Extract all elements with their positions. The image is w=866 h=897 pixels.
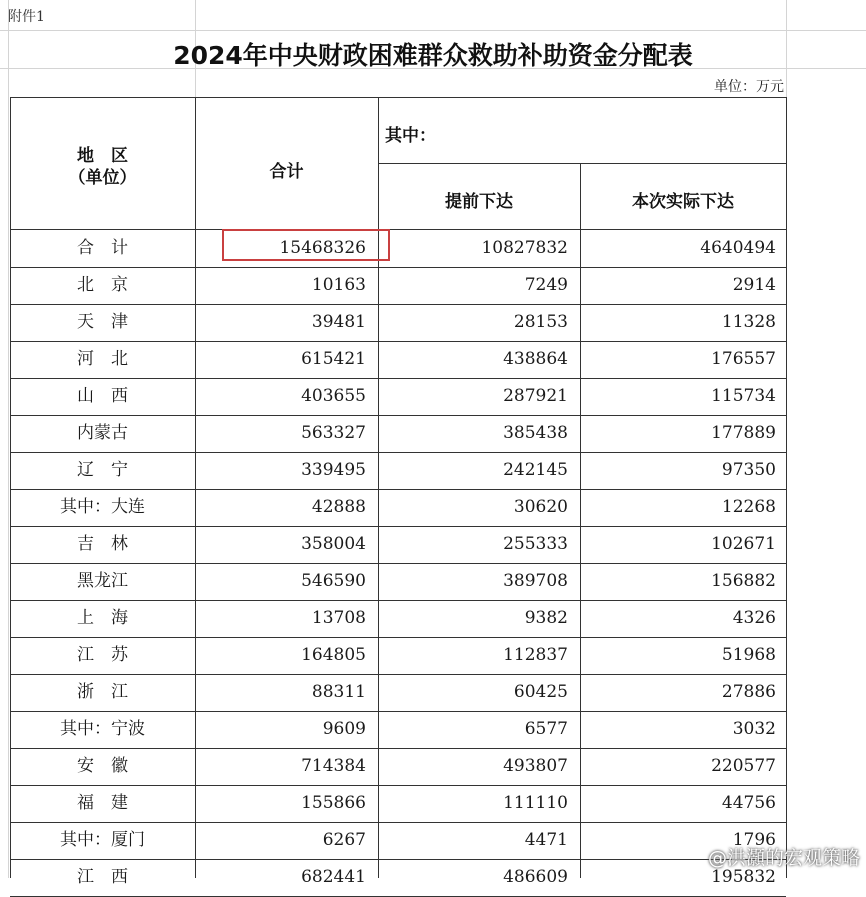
header-actual: 本次实际下达 [632,192,734,212]
table-row [10,748,786,785]
grid-line [8,0,9,878]
unit-label: 单位：万元 [714,79,784,95]
header-region: 地 区 [77,146,128,166]
cell-actual: 4640494 [700,238,776,258]
cell-total: 9609 [322,719,366,739]
cell-total: 6267 [322,830,366,850]
cell-region: 江 苏 [77,645,128,665]
header-total: 合计 [269,162,304,182]
cell-advance: 389708 [503,571,568,591]
table-row [10,230,786,267]
cell-total: 358004 [301,534,366,554]
cell-actual: 27886 [721,682,776,702]
cell-advance: 255333 [503,534,568,554]
table-row [10,711,786,748]
cell-total: 682441 [301,867,366,887]
cell-region: 其中：大连 [60,497,145,517]
cell-region: 黑龙江 [77,571,128,591]
cell-total: 615421 [301,349,366,369]
cell-region: 内蒙古 [77,423,128,443]
table-row [10,637,786,674]
cell-region: 吉 林 [77,534,128,554]
table-row [10,526,786,563]
cell-region: 江 西 [77,867,128,887]
cell-advance: 486609 [503,867,568,887]
cell-advance: 493807 [503,756,568,776]
cell-total: 88311 [311,682,366,702]
table-row [10,341,786,378]
cell-actual: 51968 [721,645,776,665]
cell-actual: 4326 [732,608,776,628]
cell-advance: 30620 [513,497,568,517]
table-row [10,489,786,526]
table-row [10,600,786,637]
cell-actual: 3032 [732,719,776,739]
cell-actual: 156882 [711,571,776,591]
cell-total: 155866 [301,793,366,813]
cell-actual: 220577 [711,756,776,776]
cell-total: 546590 [301,571,366,591]
cell-total: 563327 [301,423,366,443]
cell-region: 其中：厦门 [60,830,145,850]
cell-actual: 2914 [732,275,776,295]
cell-total: 714384 [301,756,366,776]
cell-region: 安 徽 [77,756,128,776]
cell-region: 其中：宁波 [60,719,145,739]
table-row [10,267,786,304]
table-border [378,163,786,164]
cell-actual: 195832 [711,867,776,887]
cell-region: 北 京 [77,275,128,295]
cell-advance: 6577 [524,719,568,739]
cell-region: 山 西 [77,386,128,406]
cell-total: 164805 [301,645,366,665]
cell-region: 福 建 [77,793,128,813]
cell-total: 10163 [311,275,366,295]
cell-actual: 102671 [711,534,776,554]
table-row [10,785,786,822]
cell-actual: 1796 [732,830,776,850]
table-row [10,452,786,489]
cell-advance: 28153 [513,312,568,332]
header-of-which: 其中： [385,126,436,146]
table-row [10,563,786,600]
cell-total: 339495 [301,460,366,480]
cell-advance: 60425 [513,682,568,702]
cell-total: 13708 [311,608,366,628]
cell-total: 39481 [311,312,366,332]
cell-region: 浙 江 [77,682,128,702]
cell-advance: 112837 [503,645,568,665]
cell-advance: 385438 [503,423,568,443]
cell-region: 辽 宁 [77,460,128,480]
table-row [10,415,786,452]
cell-region: 合 计 [77,238,128,258]
cell-advance: 9382 [524,608,568,628]
table-border [10,97,786,98]
cell-total: 15468326 [279,238,366,258]
highlight-box [222,229,390,261]
table-border [786,97,787,878]
cell-actual: 177889 [711,423,776,443]
cell-actual: 11328 [721,312,776,332]
table-row [10,378,786,415]
cell-total: 42888 [311,497,366,517]
table-row [10,304,786,341]
cell-advance: 4471 [524,830,568,850]
cell-region: 河 北 [77,349,128,369]
header-advance: 提前下达 [445,192,513,212]
cell-actual: 176557 [711,349,776,369]
table-row [10,822,786,859]
grid-line [0,30,866,31]
cell-actual: 97350 [721,460,776,480]
cell-actual: 12268 [721,497,776,517]
table-title: 2024年中央财政困难群众救助补助资金分配表 [173,41,693,70]
cell-advance: 287921 [503,386,568,406]
cell-actual: 44756 [721,793,776,813]
attachment-label: 附件1 [8,9,45,25]
header-region-sub: （单位） [68,168,137,188]
cell-advance: 7249 [524,275,568,295]
cell-actual: 115734 [711,386,776,406]
cell-advance: 111110 [503,793,568,813]
table-row [10,674,786,711]
cell-region: 天 津 [77,312,128,332]
cell-advance: 438864 [503,349,568,369]
cell-region: 上 海 [77,608,128,628]
cell-advance: 242145 [503,460,568,480]
watermark-text: @洪灝的宏观策略 [707,847,860,869]
cell-total: 403655 [301,386,366,406]
cell-advance: 10827832 [481,238,568,258]
